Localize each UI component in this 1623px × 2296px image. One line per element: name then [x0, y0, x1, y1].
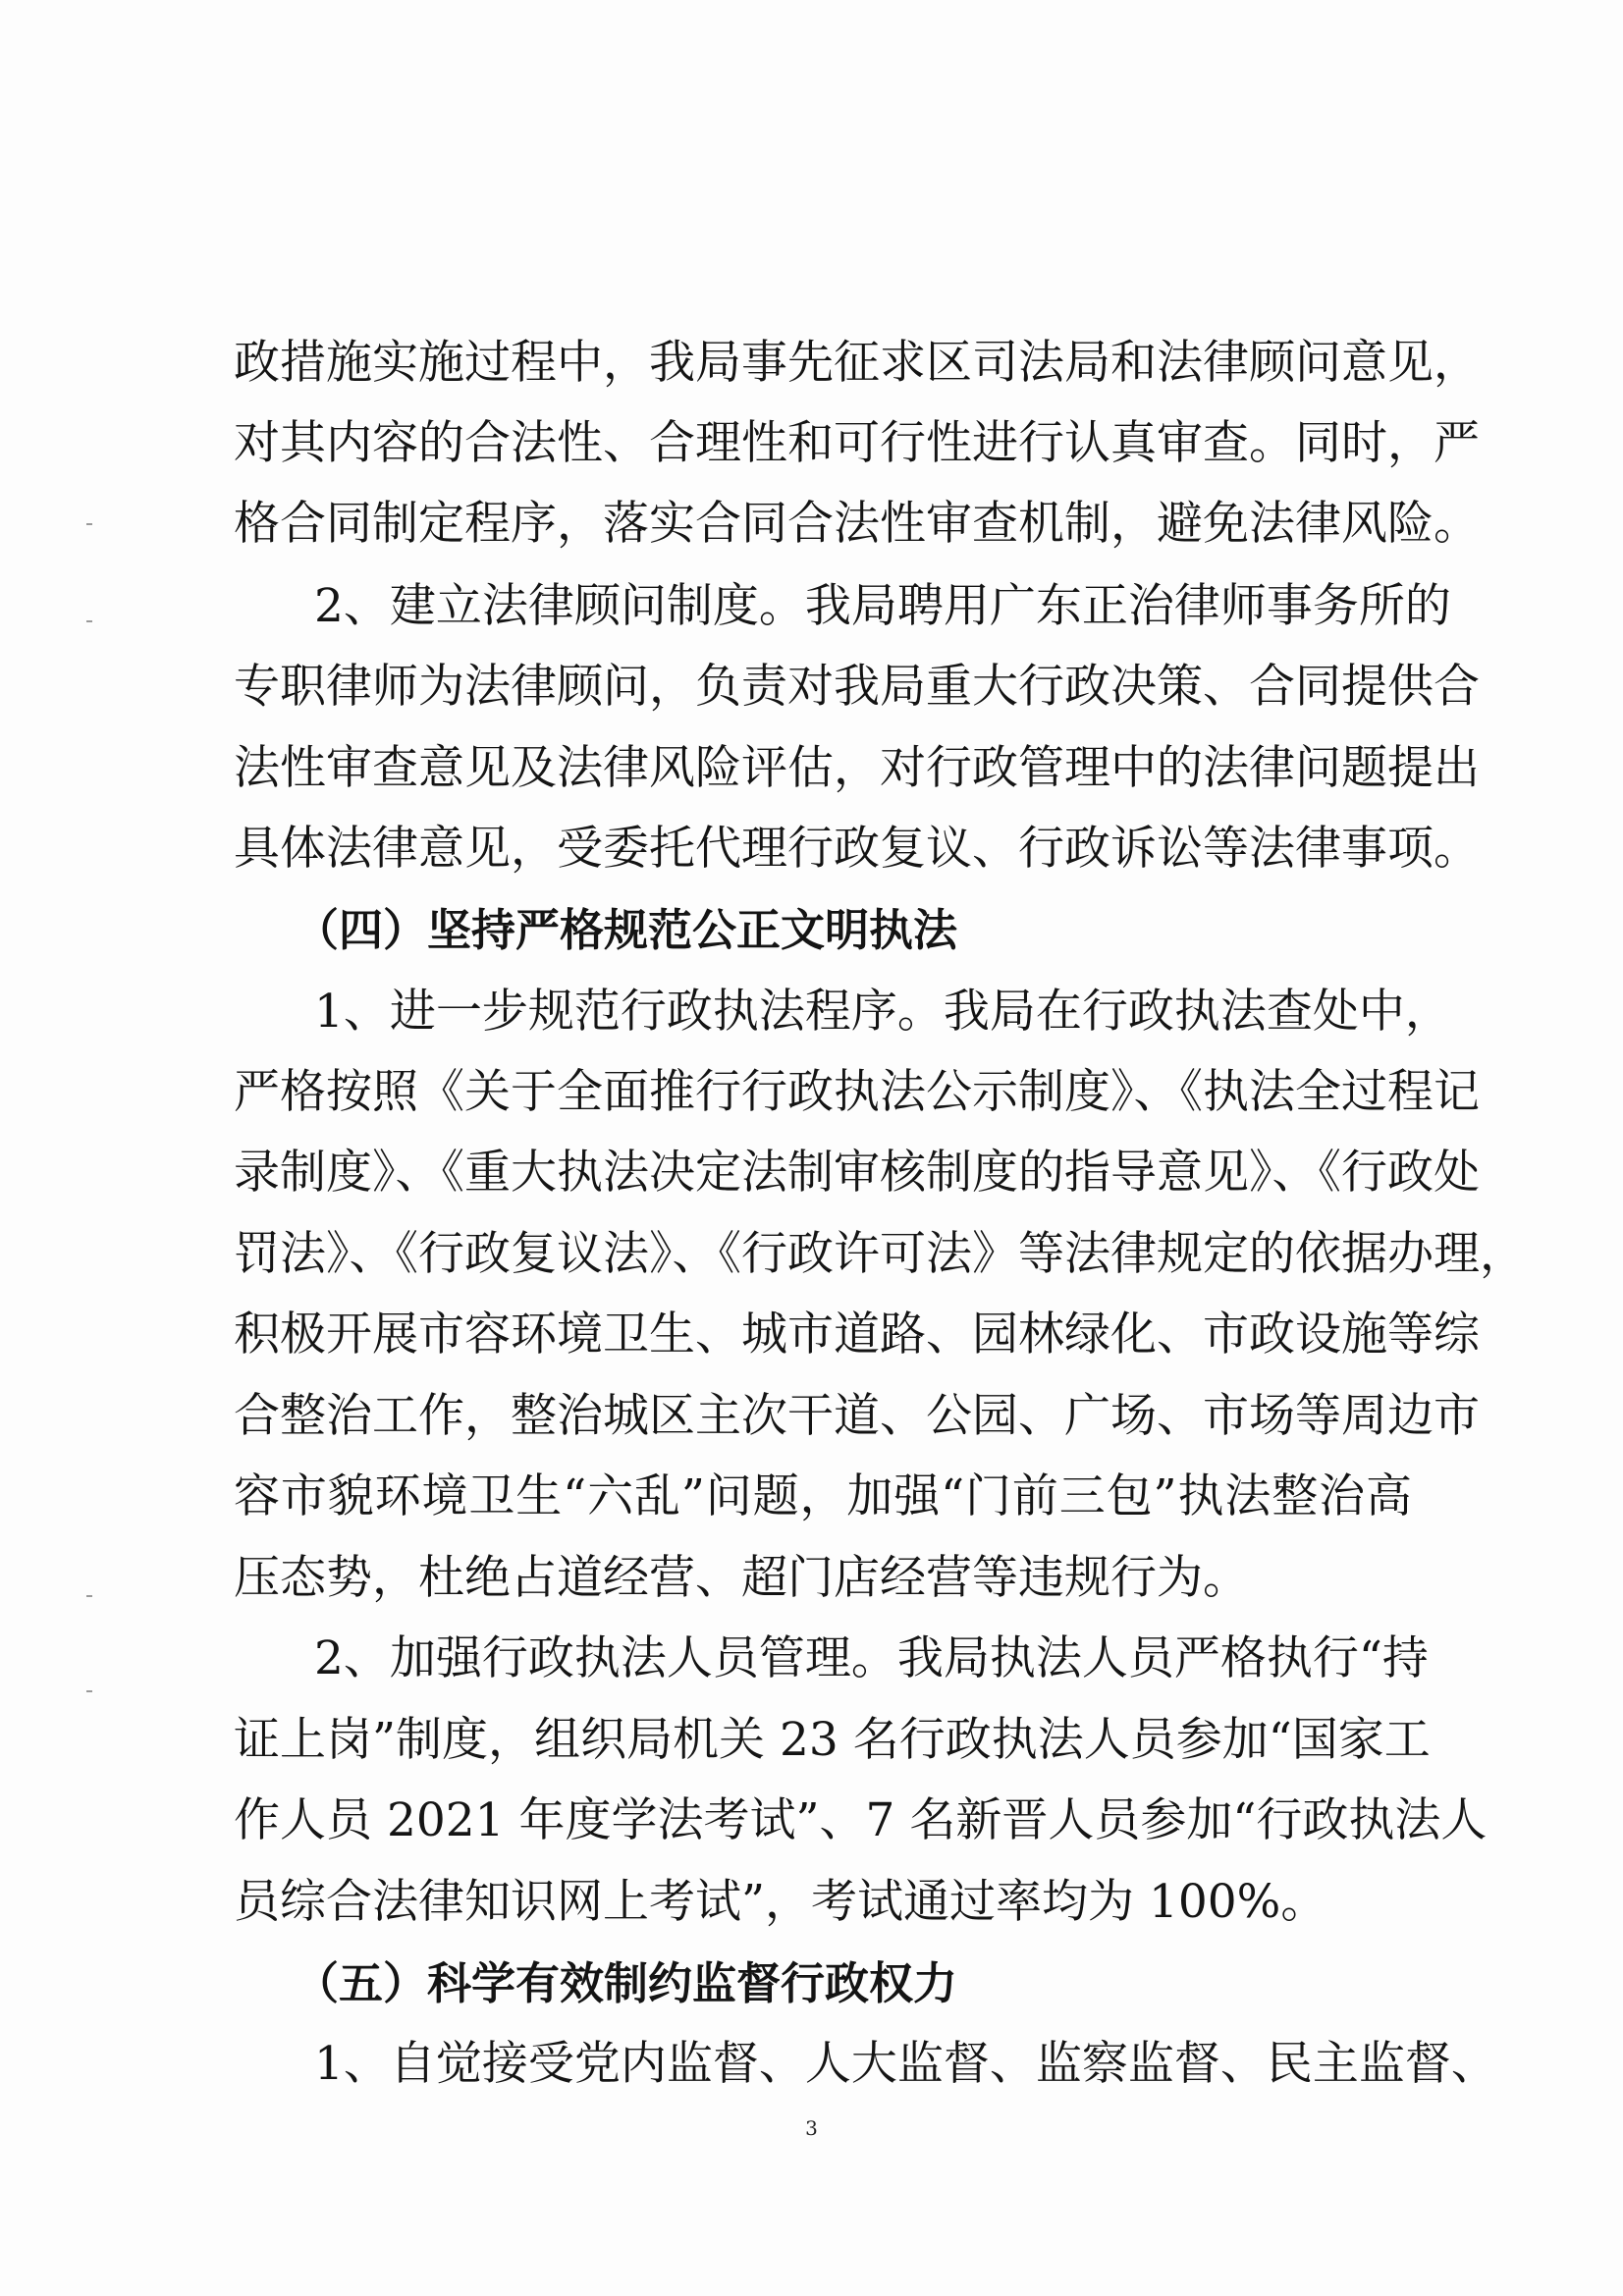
body-text-line: 政措施实施过程中，我局事先征求区司法局和法律顾问意见， — [234, 336, 1480, 390]
body-text-line: 对其内容的合法性、合理性和可行性进行认真审查。同时，严 — [234, 416, 1480, 470]
body-text-line: 容市貌环境卫生“六乱”问题，加强“门前三包”执法整治高 — [234, 1469, 1412, 1523]
section-heading: （五）科学有效制约监督行政权力 — [295, 1957, 958, 2009]
body-text-line: 1、进一步规范行政执法程序。我局在行政执法查处中， — [314, 985, 1451, 1039]
body-text-line: 具体法律意见，受委托代理行政复议、行政诉讼等法律事项。 — [234, 822, 1480, 876]
scan-mark — [86, 523, 92, 525]
scan-mark — [86, 620, 92, 622]
scan-mark — [86, 1690, 92, 1692]
body-text-line: 积极开展市容环境卫生、城市道路、园林绿化、市政设施等综 — [234, 1308, 1480, 1362]
scan-mark — [86, 1595, 92, 1597]
body-text-line: 严格按照《关于全面推行行政执法公示制度》、《执法全过程记 — [234, 1065, 1480, 1119]
body-text-line: 1、自觉接受党内监督、人大监督、监察监督、民主监督、 — [314, 2037, 1497, 2091]
body-text-line: 录制度》、《重大执法决定法制审核制度的指导意见》、《行政处 — [234, 1146, 1480, 1200]
body-text-line: 罚法》、《行政复议法》、《行政许可法》等法律规定的依据办理， — [234, 1227, 1526, 1281]
body-text-line: 压态势，杜绝占道经营、超门店经营等违规行为。 — [234, 1551, 1249, 1605]
body-text-line: 证上岗”制度，组织局机关 23 名行政执法人员参加“国家工 — [234, 1713, 1431, 1767]
body-text-line: 2、加强行政执法人员管理。我局执法人员严格执行“持 — [314, 1631, 1429, 1685]
page-number: 3 — [805, 2116, 818, 2140]
body-text-line: 作人员 2021 年度学法考试”、7 名新晋人员参加“行政执法人 — [234, 1793, 1488, 1847]
body-text-line: 法性审查意见及法律风险评估，对行政管理中的法律问题提出 — [234, 741, 1480, 795]
section-heading: （四）坚持严格规范公正文明执法 — [295, 904, 958, 956]
body-text-line: 员综合法律知识网上考试”，考试通过率均为 100%。 — [234, 1875, 1327, 1929]
body-text-line: 专职律师为法律顾问，负责对我局重大行政决策、合同提供合 — [234, 660, 1480, 714]
body-text-line: 格合同制定程序，落实合同合法性审查机制，避免法律风险。 — [234, 497, 1480, 551]
body-text-line: 2、建立法律顾问制度。我局聘用广东正治律师事务所的 — [314, 579, 1451, 633]
body-text-line: 合整治工作，整治城区主次干道、公园、广场、市场等周边市 — [234, 1389, 1480, 1443]
